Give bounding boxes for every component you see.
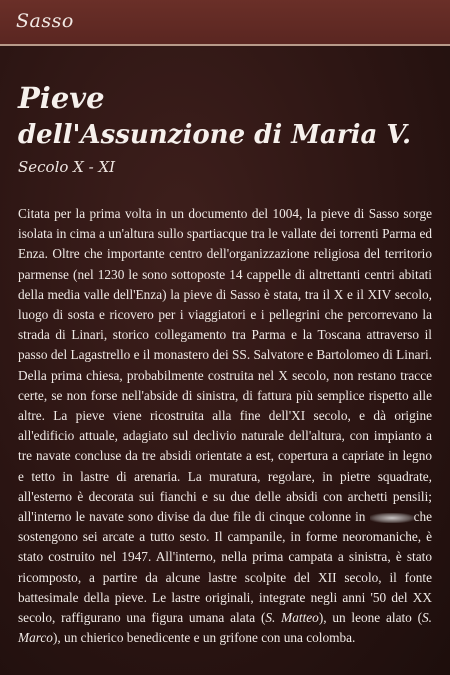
title-line-2: dell'Assunzione di Maria V.	[18, 120, 412, 150]
location-name: Sasso	[16, 10, 74, 32]
page-title	[18, 80, 438, 154]
description-part-3: ), un leone alato (	[318, 610, 423, 626]
description-part-4: ), un chierico benedicente e un grifone con una colomba.	[52, 630, 356, 646]
description-part-2: che sostengono sei arcate a tutto sesto. Il campanile, in forme neoromaniche, è stato costruito nel 1947. All'interno, nella prima campata a sinistra, è stato ricomposto, a partire da alcune lastre scolpite del XII secolo, il fonte battesimale della pieve. Le lastre originali, integrate negli anni '50 del XX secolo, raffigurano una figura umana alata (	[18, 509, 433, 626]
header-band	[0, 0, 450, 46]
saint-matthew: S. Matteo	[265, 610, 319, 626]
title-line-1: Pieve	[18, 81, 105, 115]
century-subtitle: Secolo X - XI	[18, 158, 116, 176]
obscured-text-smudge	[370, 513, 414, 523]
description-text	[18, 204, 432, 648]
description-part-1: Citata per la prima volta in un documento del 1004, la pieve di Sasso sorge isolata in cima a un'altura sullo spartiacque tra le vallate dei torrenti Parma ed Enza. Oltre che importante centro dell'organizzazione religiosa del territorio parmense (nel 1230 le sono sottoposte 14 cappelle di altrettanti centri abitati della media valle dell'Enza) la pieve di Sasso è stata, tra il X e il XIV secolo, luogo di sosta e ricovero per i viaggiatori e i pellegrini che percorrevano la strada di Linari, storico collegamento tra Parma e la Toscana attraverso il passo del Lagastrello e il monastero dei SS. Salvatore e Bartolomeo di Linari. Della prima chiesa, probabilmente costruita nel X secolo, non restano tracce certe, se non forse nell'abside di sinistra, di fattura più semplice rispetto alle altre. La pieve viene ricostruita alla fine dell'XI secolo, e dà origine all'edificio attuale, adagiato sul declivio naturale dell'altura, con impianto a tre navate concluse da tre absidi orientate a est, copertura a capriate in legno e tetto in lastre di arenaria. La muratura, regolare, in pietre squadrate, all'esterno è decorata sui fianchi e su due delle absidi con archetti pensili; all'interno le navate sono divise da due file di cinque colonne in	[18, 206, 432, 525]
saint-mark: S. Marco	[18, 610, 433, 646]
